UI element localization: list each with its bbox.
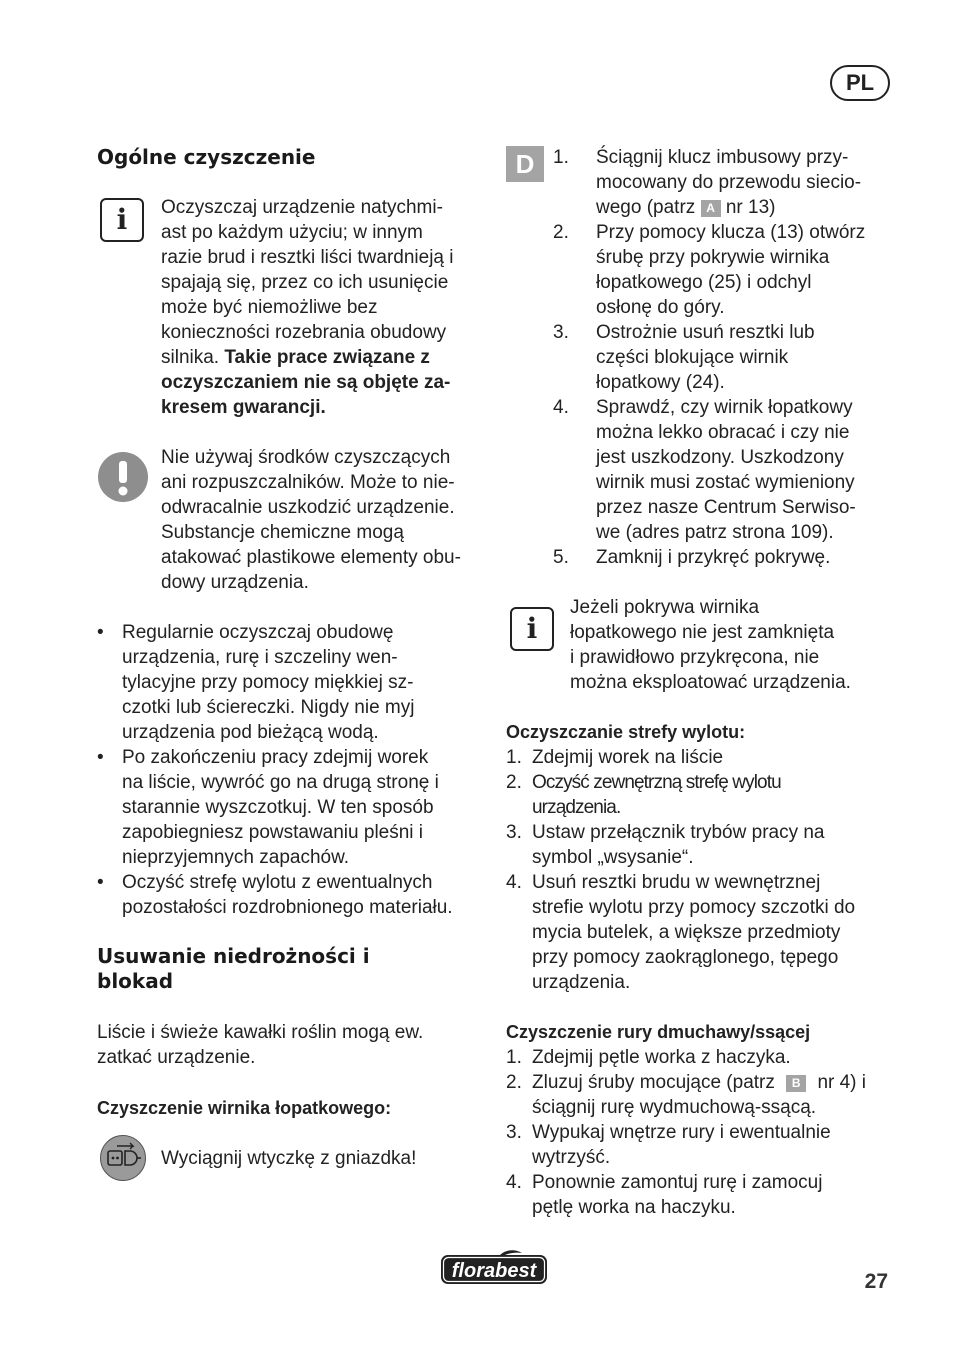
text-line: Po zakończeniu pracy zdejmij worek xyxy=(122,747,429,768)
heading-blockages xyxy=(97,944,370,994)
text-line: ani rozpuszczalników. Może to nie- xyxy=(161,472,455,493)
text-line: Zdejmij worek na liście xyxy=(532,747,724,768)
text-line: starannie wyszczotkuj. W ten sposób xyxy=(122,797,434,818)
logo-text: florabest xyxy=(451,1260,537,1282)
text-line: przez nasze Centrum Serwiso- xyxy=(596,497,856,518)
text-line: odwracalnie uszkodzić urządzenie. xyxy=(161,497,455,518)
text-span: silnika. xyxy=(161,347,220,368)
step-number: 1. xyxy=(506,747,522,768)
text-line: urządzenia. xyxy=(532,797,621,818)
text-line: nieprzyjemnych zapachów. xyxy=(122,847,350,868)
list-item xyxy=(97,745,487,870)
language-badge: PL xyxy=(830,65,890,101)
step-number: 3. xyxy=(506,822,522,843)
text-line: we (adres patrz strona 109). xyxy=(596,522,834,543)
text-line: zapobiegniesz powstawaniu pleśni i xyxy=(122,822,424,843)
list-item xyxy=(506,1170,896,1220)
text-line: konieczności rozebrania obudowy xyxy=(161,322,447,343)
impeller-steps-list xyxy=(553,145,898,570)
list-item xyxy=(506,1070,896,1120)
text-line: łopatkowy (24). xyxy=(596,372,725,393)
list-item xyxy=(506,870,896,995)
text-line: ściągnij rurę wydmuchową-ssącą. xyxy=(532,1097,817,1118)
figure-ref-b: B xyxy=(786,1075,806,1092)
warranty-bold-text: oczyszczaniem nie są objęte za- xyxy=(161,372,451,393)
text-line xyxy=(596,195,898,220)
step-number: 2. xyxy=(506,1072,522,1093)
text-line: Przy pomocy klucza (13) otwórz xyxy=(596,222,866,243)
text-line: części blokujące wirnik xyxy=(596,347,789,368)
heading-line: blokad xyxy=(97,969,174,993)
text-line: Sprawdź, czy wirnik łopatkowy xyxy=(596,397,853,418)
section-d-badge: D xyxy=(506,146,544,182)
step-number: 3. xyxy=(506,1122,522,1143)
warning-note xyxy=(161,445,491,595)
subheading-tube-cleaning: Czyszczenie rury dmuchawy/ssącej xyxy=(506,1022,811,1042)
warranty-bold-text: Takie prace związane z xyxy=(224,347,430,368)
text-line: Oczyść strefę wylotu z ewentualnych xyxy=(122,872,433,893)
text-line: zatkać urządzenie. xyxy=(97,1047,256,1068)
blockage-intro xyxy=(97,1020,423,1070)
list-item xyxy=(553,545,898,570)
step-number: 3. xyxy=(553,322,569,343)
text-line: osłonę do góry. xyxy=(596,297,725,318)
text-line: Ostrożnie usuń resztki lub xyxy=(596,322,815,343)
heading-line: Usuwanie niedrożności i xyxy=(97,944,370,968)
text-line: Oczyść zewnętrzną strefę wylotu xyxy=(532,772,781,793)
florabest-logo xyxy=(440,1250,548,1285)
text-line: Regularnie oczyszczaj obudowę xyxy=(122,622,394,643)
step-number: 1. xyxy=(506,1047,522,1068)
text-line: Zdejmij pętle worka z haczyka. xyxy=(532,1047,791,1068)
text-line xyxy=(532,1070,896,1095)
info-icon: i xyxy=(100,198,144,242)
text-line: może być niemożliwe bez xyxy=(161,297,378,318)
text-line: Ściągnij klucz imbusowy przy- xyxy=(596,147,849,168)
text-line: Oczyszczaj urządzenie natychmi- xyxy=(161,197,443,218)
info-note-cleaning xyxy=(161,195,491,420)
text-line: mycia butelek, a większe przedmioty xyxy=(532,922,841,943)
info-note-cover xyxy=(570,595,900,695)
list-item xyxy=(553,145,898,220)
list-item xyxy=(553,320,898,395)
outlet-steps-list xyxy=(506,745,896,995)
text-span: wego (patrz xyxy=(596,197,696,218)
text-line: Jeżeli pokrywa wirnika xyxy=(570,597,760,618)
text-line: urządzenia pod bieżącą wodą. xyxy=(122,722,379,743)
text-line: można lekko obracać i czy nie xyxy=(596,422,850,443)
text-line: Usuń resztki brudu w wewnętrznej xyxy=(532,872,821,893)
text-line: wytrzyść. xyxy=(532,1147,611,1168)
step-number: 5. xyxy=(553,547,569,568)
step-number: 4. xyxy=(506,1172,522,1193)
text-line: i prawidłowo przykręcona, nie xyxy=(570,647,820,668)
text-span: nr 4) i xyxy=(817,1072,867,1093)
step-number: 4. xyxy=(553,397,569,418)
text-line: pozostałości rozdrobnionego materiału. xyxy=(122,897,453,918)
text-line: można eksploatować urządzenia. xyxy=(570,672,851,693)
bullet: • xyxy=(97,747,104,768)
text-line: na liście, wywróć go na drugą stronę i xyxy=(122,772,439,793)
warranty-bold-text: kresem gwarancji. xyxy=(161,397,326,418)
step-number: 4. xyxy=(506,872,522,893)
text-line: symbol „wsysanie“. xyxy=(532,847,694,868)
list-item xyxy=(506,745,896,770)
text-line: Ponownie zamontuj rurę i zamocuj xyxy=(532,1172,823,1193)
list-item xyxy=(97,870,487,920)
text-line: jest uszkodzony. Uszkodzony xyxy=(596,447,844,468)
text-line: mocowany do przewodu siecio- xyxy=(596,172,862,193)
list-item xyxy=(97,620,487,745)
step-number: 2. xyxy=(553,222,569,243)
text-span: nr 13) xyxy=(725,197,776,218)
text-line: przy pomocy zaokrąglonego, tępego xyxy=(532,947,839,968)
text-line: łopatkowego nie jest zamknięta xyxy=(570,622,835,643)
text-line: tylacyjne przy pomocy miękkiej sz- xyxy=(122,672,414,693)
text-span: Zluzuj śruby mocujące (patrz xyxy=(532,1072,775,1093)
text-line: spajają się, przez co ich usunięcie xyxy=(161,272,449,293)
list-item xyxy=(506,1120,896,1170)
step-number: 2. xyxy=(506,772,522,793)
list-item xyxy=(506,770,896,820)
text-line: wirnik musi zostać wymieniony xyxy=(596,472,855,493)
text-line: atakować plastikowe elementy obu- xyxy=(161,547,461,568)
text-line: śrubę przy pokrywie wirnika xyxy=(596,247,830,268)
text-line: Zamknij i przykręć pokrywę. xyxy=(596,547,831,568)
subheading-outlet-cleaning: Oczyszczanie strefy wylotu: xyxy=(506,722,746,742)
text-line: pętlę worka na haczyku. xyxy=(532,1197,736,1218)
text-line: urządzenia. xyxy=(532,972,631,993)
text-line: Substancje chemiczne mogą xyxy=(161,522,404,543)
warning-icon xyxy=(98,452,148,502)
page-number: 27 xyxy=(864,1270,888,1293)
list-item xyxy=(506,820,896,870)
figure-ref-a: A xyxy=(701,200,721,217)
heading-general-cleaning: Ogólne czyszczenie xyxy=(97,145,316,169)
text-line: ast po każdym użyciu; w innym xyxy=(161,222,423,243)
bullet: • xyxy=(97,622,104,643)
text-line: Ustaw przełącznik trybów pracy na xyxy=(532,822,825,843)
text-line: Wypukaj wnętrze rury i ewentualnie xyxy=(532,1122,831,1143)
text-line: dowy urządzenia. xyxy=(161,572,309,593)
info-icon: i xyxy=(510,607,554,651)
text-line: razie brud i resztki liści twardnieją i xyxy=(161,247,454,268)
text-line: Liście i świeże kawałki roślin mogą ew. xyxy=(97,1022,424,1043)
bullet: • xyxy=(97,872,104,893)
step-number: 1. xyxy=(553,147,569,168)
text-line: strefie wylotu przy pomocy szczotki do xyxy=(532,897,856,918)
text-line: łopatkowego (25) i odchyl xyxy=(596,272,812,293)
text-line xyxy=(161,345,491,370)
unplug-icon xyxy=(100,1135,146,1181)
list-item xyxy=(506,1045,896,1070)
list-item xyxy=(553,220,898,320)
text-line: Nie używaj środków czyszczących xyxy=(161,447,451,468)
cleaning-bullet-list xyxy=(97,620,487,920)
list-item xyxy=(553,395,898,545)
subheading-impeller-cleaning: Czyszczenie wirnika łopatkowego: xyxy=(97,1098,392,1118)
tube-steps-list xyxy=(506,1045,896,1220)
text-line: czotki lub ściereczki. Nigdy nie myj xyxy=(122,697,415,718)
unplug-instruction: Wyciągnij wtyczkę z gniazdka! xyxy=(161,1148,417,1169)
text-line: urządzenia, rurę i szczeliny wen- xyxy=(122,647,398,668)
